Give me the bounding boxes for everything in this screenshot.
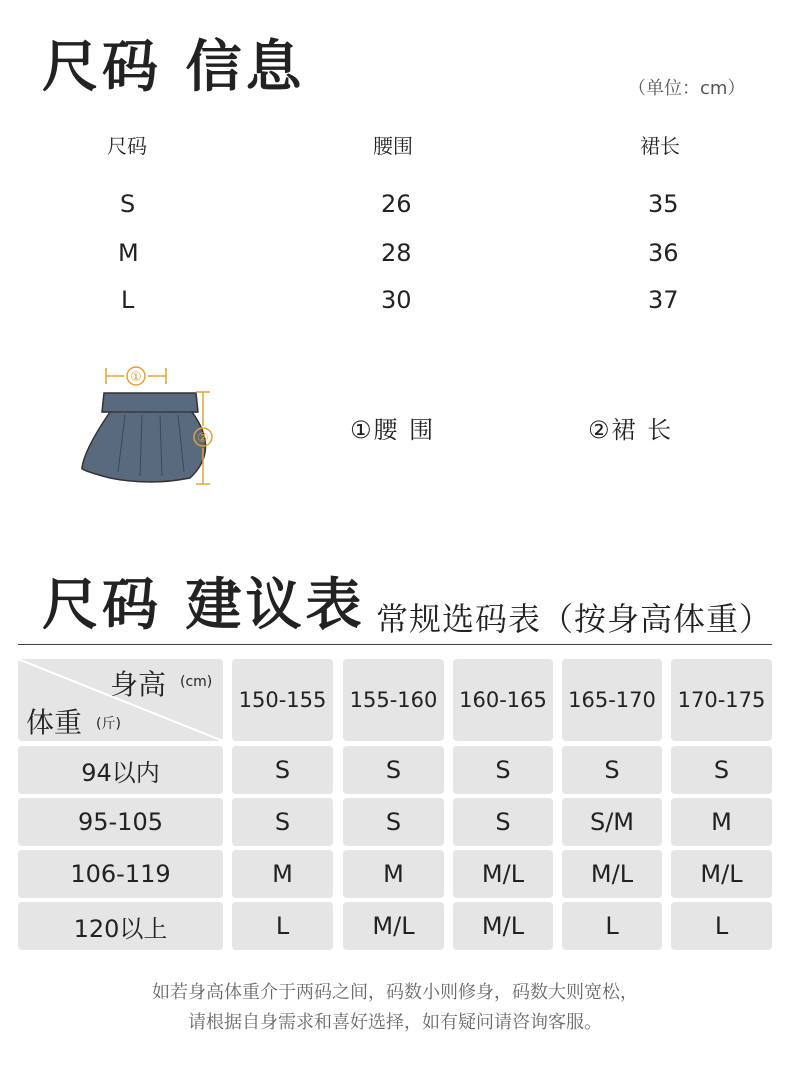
size-recommend-title: 尺码 建议表 xyxy=(42,573,366,638)
unit-note: （单位：cm） xyxy=(628,78,746,99)
skirt-icon xyxy=(82,393,206,482)
height-col-header: 155-160 xyxy=(343,659,444,741)
size-cell: L xyxy=(671,902,772,950)
size-cell: M/L xyxy=(343,902,444,950)
height-col-header: 170-175 xyxy=(671,659,772,741)
size-cell: S xyxy=(343,746,444,794)
size-cell: S xyxy=(232,746,333,794)
footer-note-line1: 如若身高体重介于两码之间，码数小则修身，码数大则宽松， xyxy=(152,982,638,1003)
skirt-measure-diagram xyxy=(70,360,230,495)
section-divider xyxy=(18,644,772,645)
size-cell: M/L xyxy=(562,850,662,898)
size-info-title: 尺码 信息 xyxy=(42,35,306,100)
length-cell: 37 xyxy=(648,286,679,314)
legend-length: ②裙 长 xyxy=(588,416,674,444)
size-cell: S xyxy=(453,798,553,846)
weight-row-header: 94以内 xyxy=(18,746,223,794)
header-length: 裙长 xyxy=(640,134,680,158)
size-cell: S/M xyxy=(562,798,662,846)
weight-unit: (斤) xyxy=(96,716,121,732)
corner-cell xyxy=(18,659,223,741)
length-marker: ② xyxy=(197,431,209,446)
size-cell: S xyxy=(453,746,553,794)
size-cell: M/L xyxy=(453,850,553,898)
size-cell: L xyxy=(232,902,333,950)
weight-label: 体重 xyxy=(26,706,83,739)
weight-row-header: 120以上 xyxy=(18,902,223,950)
size-cell: M xyxy=(118,239,139,267)
height-col-header: 165-170 xyxy=(562,659,662,741)
size-recommend-subtitle: 常规选码表（按身高体重） xyxy=(376,600,773,638)
legend-waist: ①腰 围 xyxy=(350,416,436,444)
size-cell: S xyxy=(562,746,662,794)
waist-cell: 28 xyxy=(381,239,412,267)
footer-note-line2: 请根据自身需求和喜好选择，如有疑问请咨询客服。 xyxy=(188,1012,602,1033)
header-size: 尺码 xyxy=(107,134,147,158)
height-col-header: 150-155 xyxy=(232,659,333,741)
waist-marker: ① xyxy=(130,370,142,385)
size-cell: S xyxy=(232,798,333,846)
size-cell: M xyxy=(232,850,333,898)
size-cell: L xyxy=(121,286,135,314)
size-cell: M/L xyxy=(671,850,772,898)
waist-cell: 26 xyxy=(381,190,412,218)
length-cell: 36 xyxy=(648,239,679,267)
weight-row-header: 106-119 xyxy=(18,850,223,898)
size-cell: S xyxy=(671,746,772,794)
length-cell: 35 xyxy=(648,190,679,218)
size-cell: S xyxy=(343,798,444,846)
height-col-header: 160-165 xyxy=(453,659,553,741)
size-cell: M/L xyxy=(453,902,553,950)
size-cell: M xyxy=(671,798,772,846)
weight-row-header: 95-105 xyxy=(18,798,223,846)
size-cell: M xyxy=(343,850,444,898)
waist-cell: 30 xyxy=(381,286,412,314)
size-cell: S xyxy=(120,190,136,218)
header-waist: 腰围 xyxy=(373,134,413,158)
height-unit: (cm) xyxy=(180,674,213,690)
height-label: 身高 xyxy=(110,668,167,701)
size-cell: L xyxy=(562,902,662,950)
